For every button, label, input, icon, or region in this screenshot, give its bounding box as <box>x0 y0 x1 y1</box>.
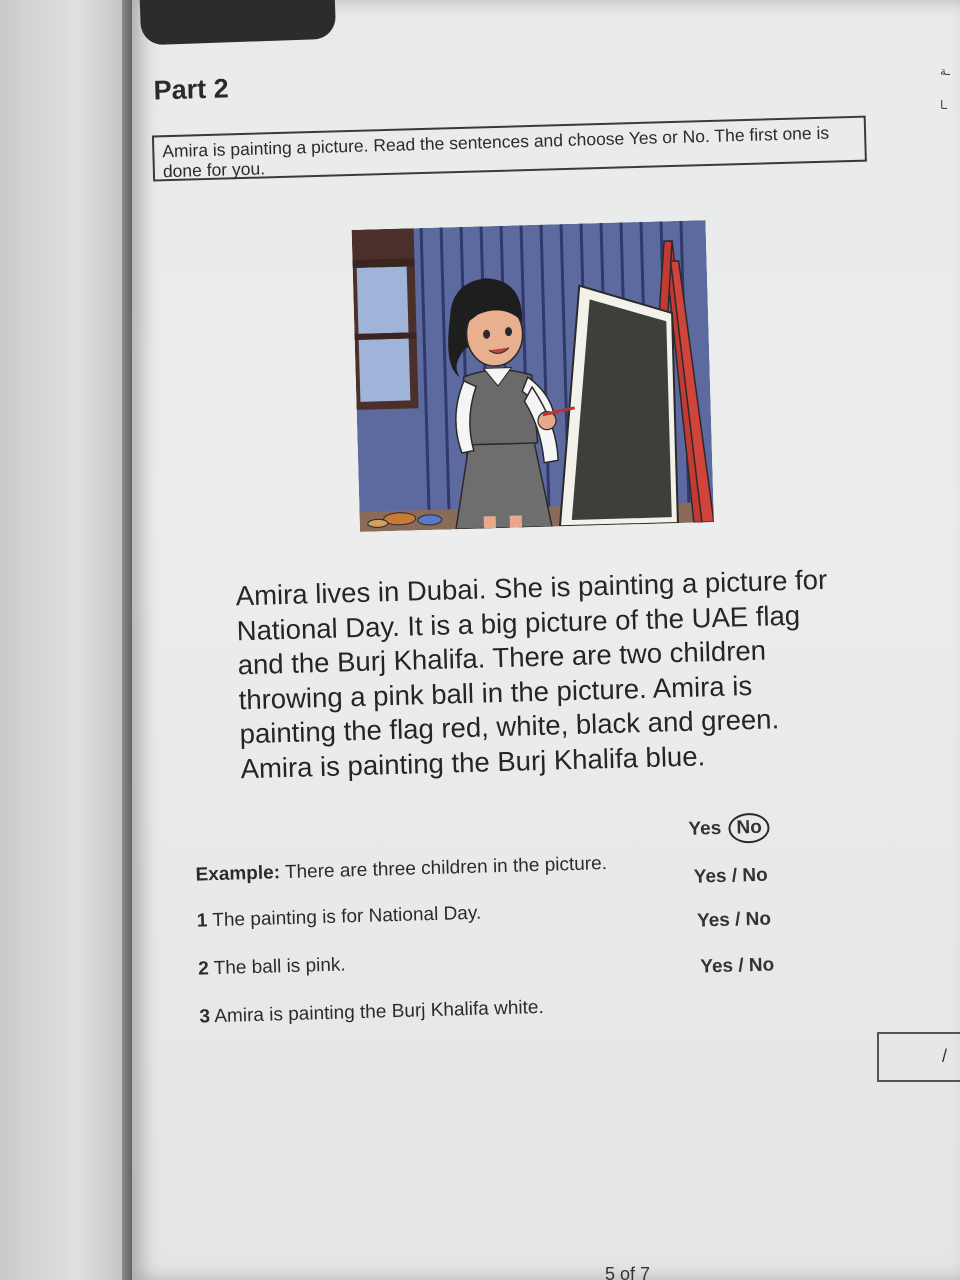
question-text: The painting is for National Day. <box>212 902 482 932</box>
example-text: There are three children in the picture. <box>284 853 608 884</box>
story-paragraph: Amira lives in Dubai. She is painting a picture for National Day. It is a big picture of the UAE flag and the Burj Khalifa. There are two children throwing a pink ball in the picture. Amira is painting the flag red, white, black and green. Amira is painting the Burj Khalifa blue. <box>235 563 828 784</box>
question-text: Amira is painting the Burj Khalifa white. <box>214 996 544 1028</box>
example-label: Example: <box>195 862 281 886</box>
question-row <box>199 997 544 1029</box>
page-number: 5 of 7 <box>605 1264 651 1280</box>
example-answer <box>688 813 770 845</box>
score-text: / <box>942 1046 948 1066</box>
example-question <box>195 853 607 886</box>
answer-options[interactable]: Yes / No <box>696 908 772 932</box>
amira-painting-illustration <box>352 220 714 532</box>
example-yes[interactable]: Yes <box>688 817 722 840</box>
illustration-svg <box>352 220 714 532</box>
question-number: 2 <box>197 958 210 980</box>
question-row <box>197 903 482 933</box>
question-number: 3 <box>199 1006 211 1028</box>
question-row <box>198 954 346 980</box>
instruction-text: Amira is painting a picture. Read the sentences and choose Yes or No. The first one is done for you. <box>162 122 830 182</box>
margin-marks: ـة ـا <box>940 64 950 112</box>
window <box>352 228 419 410</box>
example-no-circled[interactable]: No <box>728 813 770 844</box>
answer-options[interactable]: Yes / No <box>700 954 775 978</box>
part-title: Part 2 <box>153 73 230 106</box>
question-number: 1 <box>196 910 208 932</box>
instruction-box <box>152 116 867 182</box>
score-box <box>877 1032 960 1082</box>
answer-options[interactable]: Yes / No <box>693 864 769 888</box>
question-text: The ball is pink. <box>213 954 346 980</box>
